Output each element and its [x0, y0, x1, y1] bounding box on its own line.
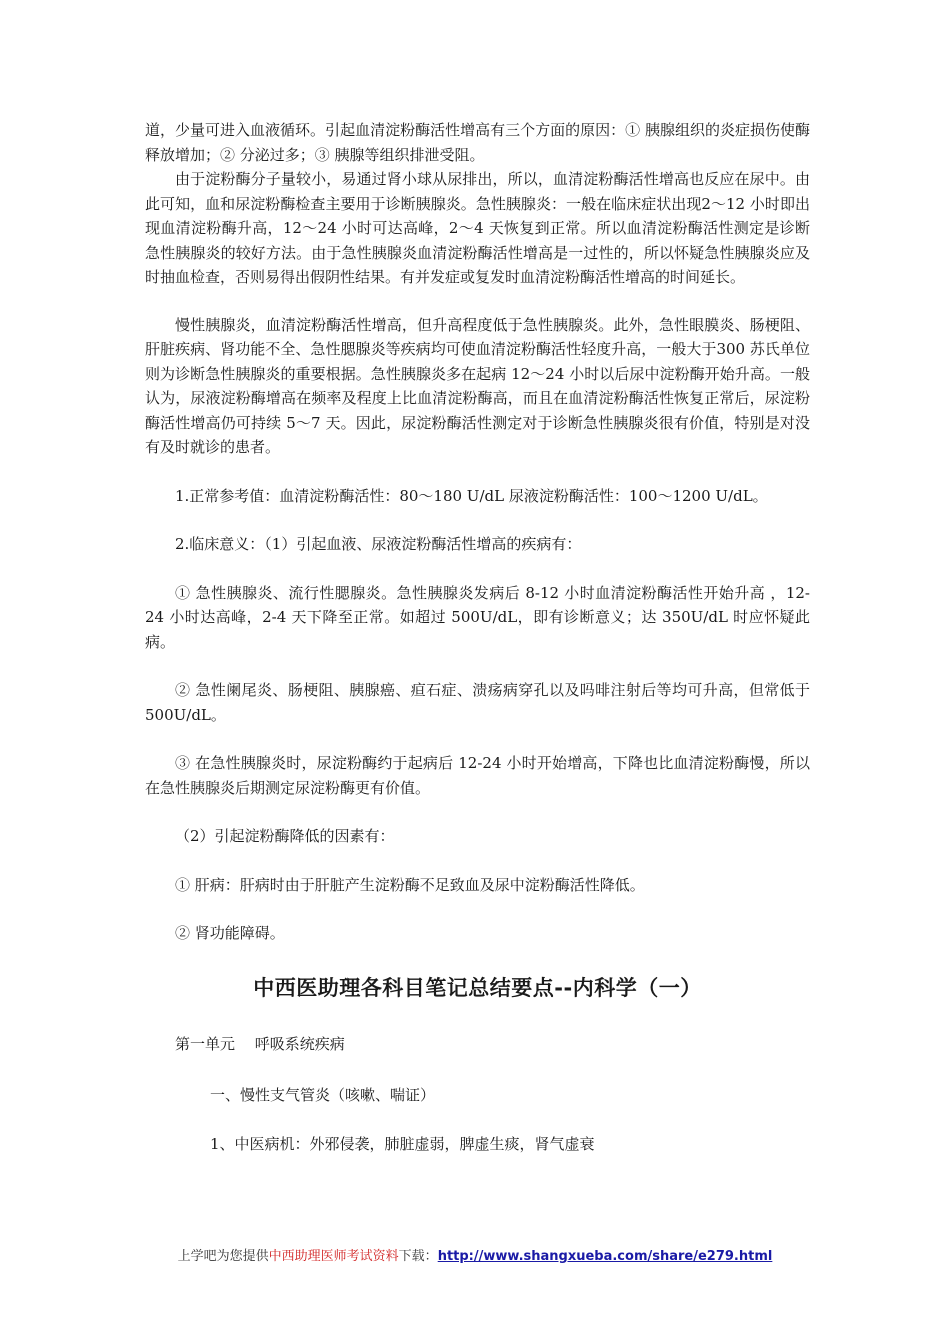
subsection-heading: 一、慢性支气管炎（咳嗽、喘证）	[210, 1085, 436, 1104]
paragraph-decrease-causes: （2）引起淀粉酶降低的因素有：	[175, 827, 395, 845]
page-footer	[0, 1245, 950, 1264]
paragraph-acute-pancreatitis: 由于淀粉酶分子量较小，易通过肾小球从尿排出，所以，血清淀粉酶活性增高也反应在尿中。由此可知，血和尿淀粉酶检查主要用于诊断胰腺炎。急性胰腺炎：一般在临床症状出现2～12 小时即出现血清淀粉酶升高，12～24 小时可达高峰，2～4 天恢复到正常。所以血清淀粉酶活性测定是诊断急性胰腺炎的较好方法。由于急性胰腺炎血清淀粉酶活性增高是一过性的，所以怀疑急性胰腺炎应及时抽血检查，否则易得出假阴性结果。有并发症或复发时血清淀粉酶活性增高的时间延长。	[145, 170, 810, 286]
footer-highlight-link[interactable]: 中西助理医师考试资料	[268, 1249, 399, 1264]
section-title: 中西医助理各科目笔记总结要点--内科学（一）	[253, 975, 702, 1000]
subsection-item: 1、中医病机：外邪侵袭，肺脏虚弱，脾虚生痰，肾气虚衰	[210, 1134, 595, 1153]
paragraph-item-1: ① 急性胰腺炎、流行性腮腺炎。急性胰腺炎发病后 8-12 小时血清淀粉酶活性开始升高 ，12-24 小时达高峰，2-4 天下降至正常。如超过 500U/dL，即有诊断意义；达 350U/dL 时应怀疑此病。	[145, 583, 810, 651]
paragraph-liver-disease: ① 肝病：肝病时由于肝脏产生淀粉酶不足致血及尿中淀粉酶活性降低。	[175, 875, 645, 894]
footer-download-link[interactable]: http://www.shangxueba.com/share/e279.html	[437, 1249, 773, 1264]
footer-prefix: 上学吧为您提供	[177, 1249, 269, 1264]
paragraph-kidney: ② 肾功能障碍。	[175, 924, 285, 942]
paragraph-item-2: ② 急性阑尾炎、肠梗阻、胰腺癌、疸石症、溃疡病穿孔以及吗啡注射后等均可升高，但常低于 500U/dL。	[145, 681, 810, 724]
paragraph-clinical-significance: 2.临床意义：（1）引起血液、尿液淀粉酶活性增高的疾病有：	[175, 535, 582, 553]
footer-middle: 下载：	[398, 1249, 438, 1264]
unit-heading: 第一单元 呼吸系统疾病	[175, 1034, 345, 1053]
paragraph-amylase-causes: 道，少量可进入血液循环。引起血清淀粉酶活性增高有三个方面的原因：① 胰腺组织的炎症损伤使酶释放增加；② 分泌过多；③ 胰腺等组织排泄受阻。	[145, 121, 810, 164]
paragraph-chronic-pancreatitis: 慢性胰腺炎，血清淀粉酶活性增高，但升高程度低于急性胰腺炎。此外，急性眼膜炎、肠梗阻、肝脏疾病、肾功能不全、急性腮腺炎等疾病均可使血清淀粉酶活性轻度升高，一般大于300 苏氏单位则为诊断急性胰腺炎的重要根据。急性胰腺炎多在起病 12～24 小时以后尿中淀粉酶开始升高。一般认为，尿液淀粉酶增高在频率及程度上比血清淀粉酶高，而且在血清淀粉酶活性恢复正常后，尿淀粉酶活性增高仍可持续 5～7 天。因此，尿淀粉酶活性测定对于诊断急性胰腺炎很有价值，特别是对没有及时就诊的患者。	[145, 315, 810, 456]
paragraph-item-3: ③ 在急性胰腺炎时，尿淀粉酶约于起病后 12-24 小时开始增高，下降也比血清淀粉酶慢，所以在急性胰腺炎后期测定尿淀粉酶更有价值。	[145, 754, 810, 797]
document-body	[145, 118, 810, 1156]
paragraph-reference-values: 1.正常参考值：血清淀粉酶活性：80～180 U/dL 尿液淀粉酶活性：100～1200 U/dL。	[175, 486, 768, 505]
